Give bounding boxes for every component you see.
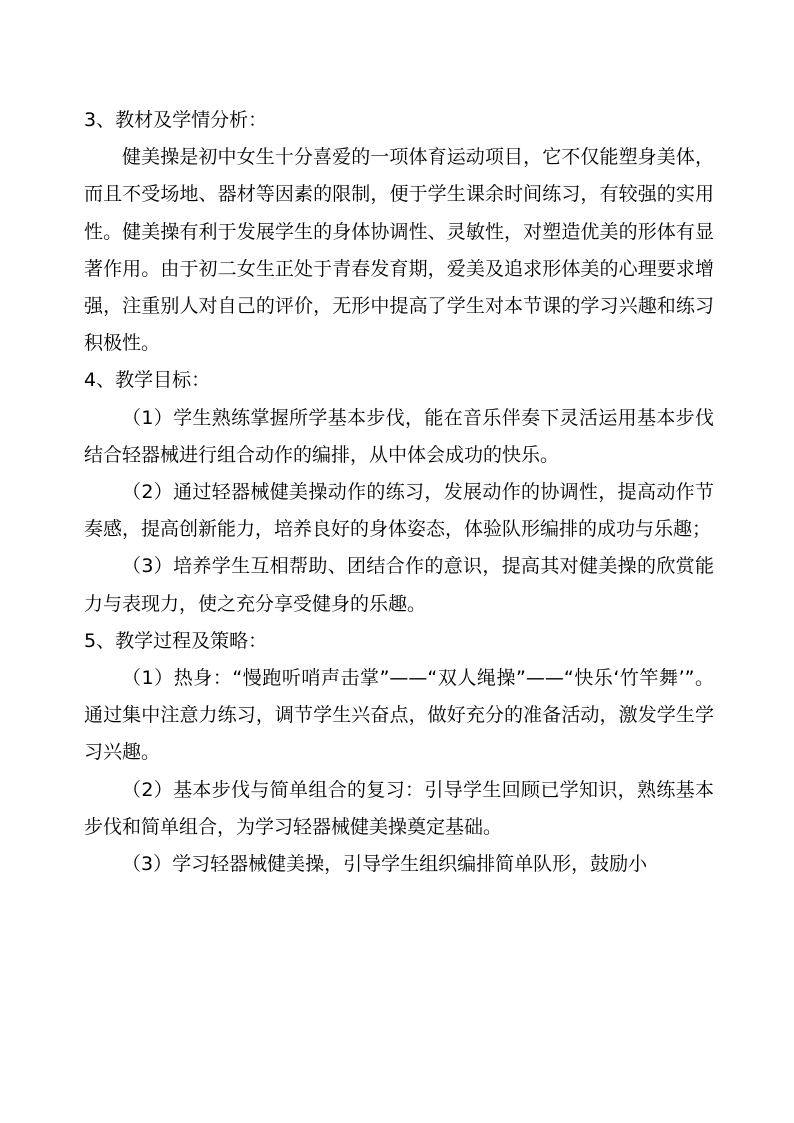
- section-heading-teaching-process: 5、教学过程及策略：: [84, 629, 268, 652]
- paragraph-process-2: （2）基本步伐与简单组合的复习：引导学生回顾已学知识，熟练基本步伐和简单组合，为学习轻器械健美操奠定基础。: [84, 778, 714, 838]
- paragraph-material-analysis: 健美操是初中女生十分喜爱的一项体育运动项目，它不仅能塑身美体，而且不受场地、器材等因素的限制，便于学生课余时间练习，有较强的实用性。健美操有利于发展学生的身体协调性、灵敏性，对塑造优美的形体有显著作用。由于初二女生正处于青春发育期，爱美及追求形体美的心理要求增强，注重别人对自己的评价，无形中提高了学生对本节课的学习兴趣和练习积极性。: [84, 146, 714, 355]
- section-heading-teaching-goals: 4、教学目标：: [84, 369, 211, 392]
- section-heading-teaching-material-analysis: 3、教材及学情分析：: [84, 109, 268, 131]
- paragraph-process-3: （3）学习轻器械健美操，引导学生组织编排简单队形，鼓励小: [122, 853, 648, 876]
- paragraph-goal-1: （1）学生熟练掌握所学基本步伐，能在音乐伴奏下灵活运用基本步伐结合轻器械进行组合动作的编排，从中体会成功的快乐。: [84, 406, 714, 466]
- paragraph-goal-3: （3）培养学生互相帮助、团结合作的意识，提高其对健美操的欣赏能力与表现力，使之充分享受健身的乐趣。: [84, 555, 714, 615]
- paragraph-process-1: （1）热身：“慢跑听哨声击掌”——“双人绳操”——“快乐‘竹竿舞’”。通过集中注意力练习，调节学生兴奋点，做好充分的准备活动，激发学生学习兴趣。: [84, 667, 714, 764]
- document-body: [84, 102, 714, 883]
- paragraph-goal-2: （2）通过轻器械健美操动作的练习，发展动作的协调性，提高动作节奏感，提高创新能力，培养良好的身体姿态，体验队形编排的成功与乐趣；: [84, 481, 714, 541]
